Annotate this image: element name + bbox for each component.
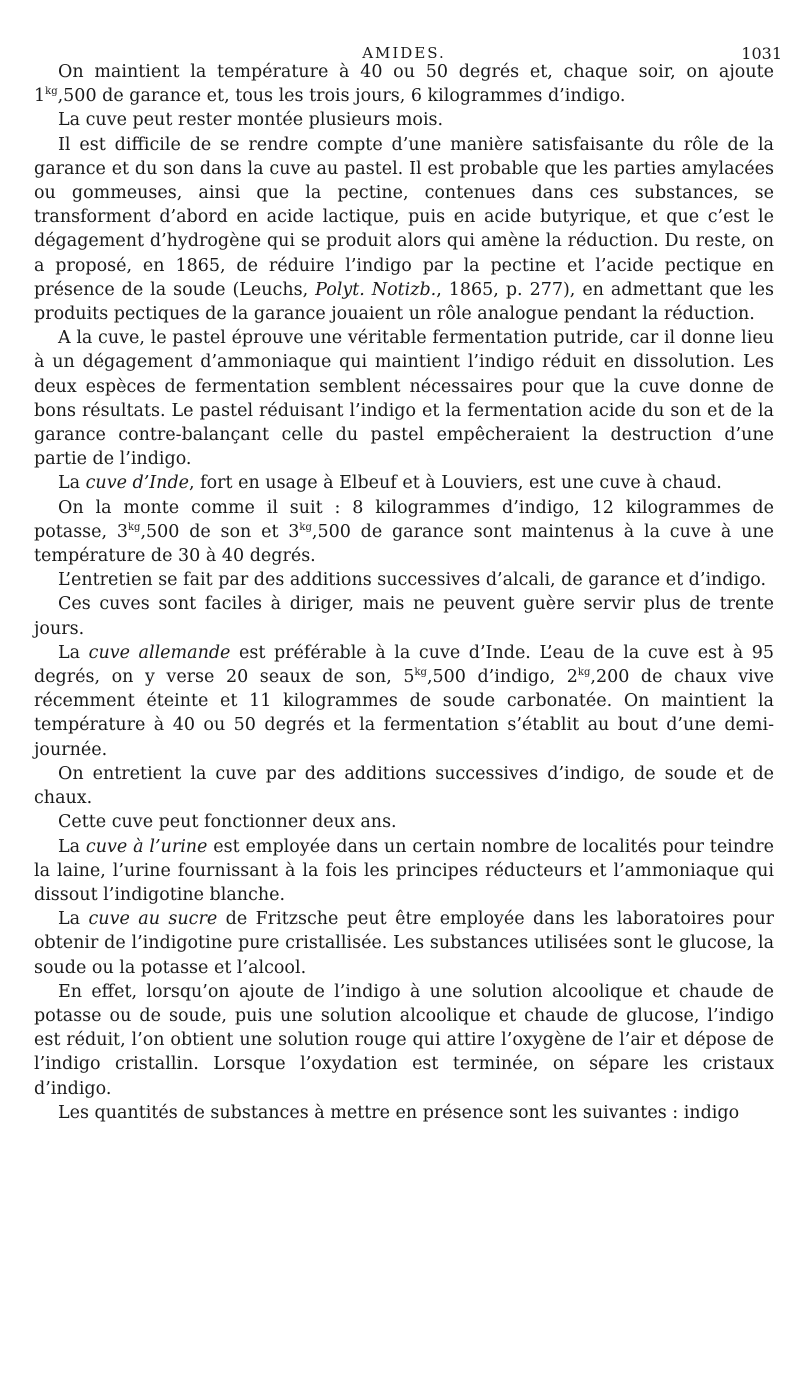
italic-term: cuve d’Inde xyxy=(85,473,190,494)
text-run: ,500 d’indigo, 2 xyxy=(426,667,578,688)
paragraph xyxy=(34,471,774,495)
page-number: 1031 xyxy=(741,44,782,63)
running-title: AMIDES. xyxy=(362,44,446,62)
paragraph xyxy=(34,641,774,762)
paragraph xyxy=(34,810,774,834)
paragraph xyxy=(34,980,774,1101)
paragraph xyxy=(34,907,774,980)
unit-superscript: kg xyxy=(128,522,141,534)
text-run: L’entretien se fait par des additions successives d’alcali, de garance et d’indigo. xyxy=(58,570,767,591)
italic-term: Polyt. Notizb. xyxy=(315,279,437,300)
italic-term: cuve à l’urine xyxy=(85,836,208,857)
text-run: Cette cuve peut fonctionner deux ans. xyxy=(58,812,397,833)
text-run: ,500 de garance et, tous les trois jours, 6 kilogrammes d’indigo. xyxy=(57,86,626,107)
text-run: est préférable à la cuve d’Inde. L’eau de la cuve est à 95 degrés, on y verse 20 seaux de son, 5 xyxy=(34,642,775,688)
italic-term: cuve au sucre xyxy=(88,909,218,930)
unit-superscript: kg xyxy=(45,86,58,98)
text-run: ,500 de son et 3 xyxy=(140,521,300,542)
text-run: On entretient la cuve par des additions successives d’indigo, de soude et de chaux. xyxy=(34,763,774,809)
paragraph xyxy=(34,592,774,640)
text-run: A la cuve, le pastel éprouve une véritable fermentation putride, car il donne lieu à un dégagement d’ammoniaque qui maintient l’indigo réduit en dissolution. Les deux espèces de fermentation semblent nécessaires pour que la cuve donne de bons résultats. Le pastel réduisant l’indigo et la fermentation acide du son et de la garance contre-balançant celle du pastel empêcheraient la destruction d’une partie de l’indigo. xyxy=(34,328,774,470)
paragraph xyxy=(34,108,774,132)
text-run: de Fritzsche peut être employée dans les laboratoires pour obtenir de l’indigotine pure cristallisée. Les substances utilisées sont le glucose, la soude ou la potasse et l’alcool. xyxy=(34,909,774,978)
text-run: On maintient la température à 40 ou 50 degrés et, chaque soir, on ajoute 1 xyxy=(34,62,774,107)
text-run: La xyxy=(58,473,86,494)
text-run: , fort en usage à Elbeuf et à Louviers, est une cuve à chaud. xyxy=(189,473,722,494)
body-text xyxy=(34,60,774,1125)
text-run: En effet, lorsqu’on ajoute de l’indigo à une solution alcoolique et chaude de potasse ou de soude, puis une solution alcoolique et chaude de glucose, l’indigo est réduit, l’on obtient une solution rouge qui attire l’oxygène de l’air et dépose de l’indigo cristallin. Lorsque l’oxydation est terminée, on sépare les cristaux d’indigo. xyxy=(34,981,774,1099)
paragraph xyxy=(34,762,774,810)
paragraph xyxy=(34,60,774,108)
unit-superscript: kg xyxy=(299,522,312,534)
italic-term: cuve allemande xyxy=(88,642,231,663)
text-run: ,500 de garance sont maintenus à la cuve à une température de 30 à 40 degrés. xyxy=(34,521,774,567)
text-run: ,200 de chaux vive récemment éteinte et 11 kilogrammes de soude carbonatée. On maintient la température à 40 ou 50 degrés et la fermentation s’établit au bout d’une demi-journée. xyxy=(34,667,774,760)
text-run: La xyxy=(58,836,86,857)
text-run: est employée dans un certain nombre de localités pour teindre la laine, l’urine fournissant à la fois les principes réducteurs et l’ammoniaque qui dissout l’indigotine blanche. xyxy=(34,836,774,905)
paragraph xyxy=(34,568,774,592)
page xyxy=(34,0,782,1125)
text-run: La xyxy=(58,642,89,663)
paragraph xyxy=(34,326,774,471)
page-header xyxy=(34,0,782,64)
text-run: La cuve peut rester montée plusieurs mois. xyxy=(58,110,444,131)
paragraph xyxy=(34,496,774,569)
paragraph xyxy=(34,1101,774,1125)
unit-superscript: kg xyxy=(414,667,427,679)
text-run: On la monte comme il suit : 8 kilogrammes d’indigo, 12 kilogrammes de potasse, 3 xyxy=(34,497,774,542)
paragraph xyxy=(34,133,774,327)
text-run: , 1865, p. 277), en admettant que les produits pectiques de la garance jouaient un rôle analogue pendant la réduction. xyxy=(34,279,774,325)
text-run: Ces cuves sont faciles à diriger, mais ne peuvent guère servir plus de trente jours. xyxy=(34,594,774,639)
paragraph xyxy=(34,835,774,908)
text-run: Les quantités de substances à mettre en présence sont les suivantes : indigo xyxy=(58,1102,740,1123)
unit-superscript: kg xyxy=(577,667,591,679)
text-run: La xyxy=(58,909,89,930)
text-run: Il est difficile de se rendre compte d’une manière satisfaisante du rôle de la garance et du son dans la cuve au pastel. Il est probable que les parties amylacées ou gommeuses, ainsi que la pectine, contenues dans ces substances, se transforment d’abord en acide lactique, puis en acide butyrique, et que c’est le dégagement d’hydrogène qui se produit alors qui amène la réduction. Du reste, on a proposé, en 1865, de réduire l’indigo par la pectine et l’acide pectique en présence de la soude (Leuchs, xyxy=(34,134,774,300)
